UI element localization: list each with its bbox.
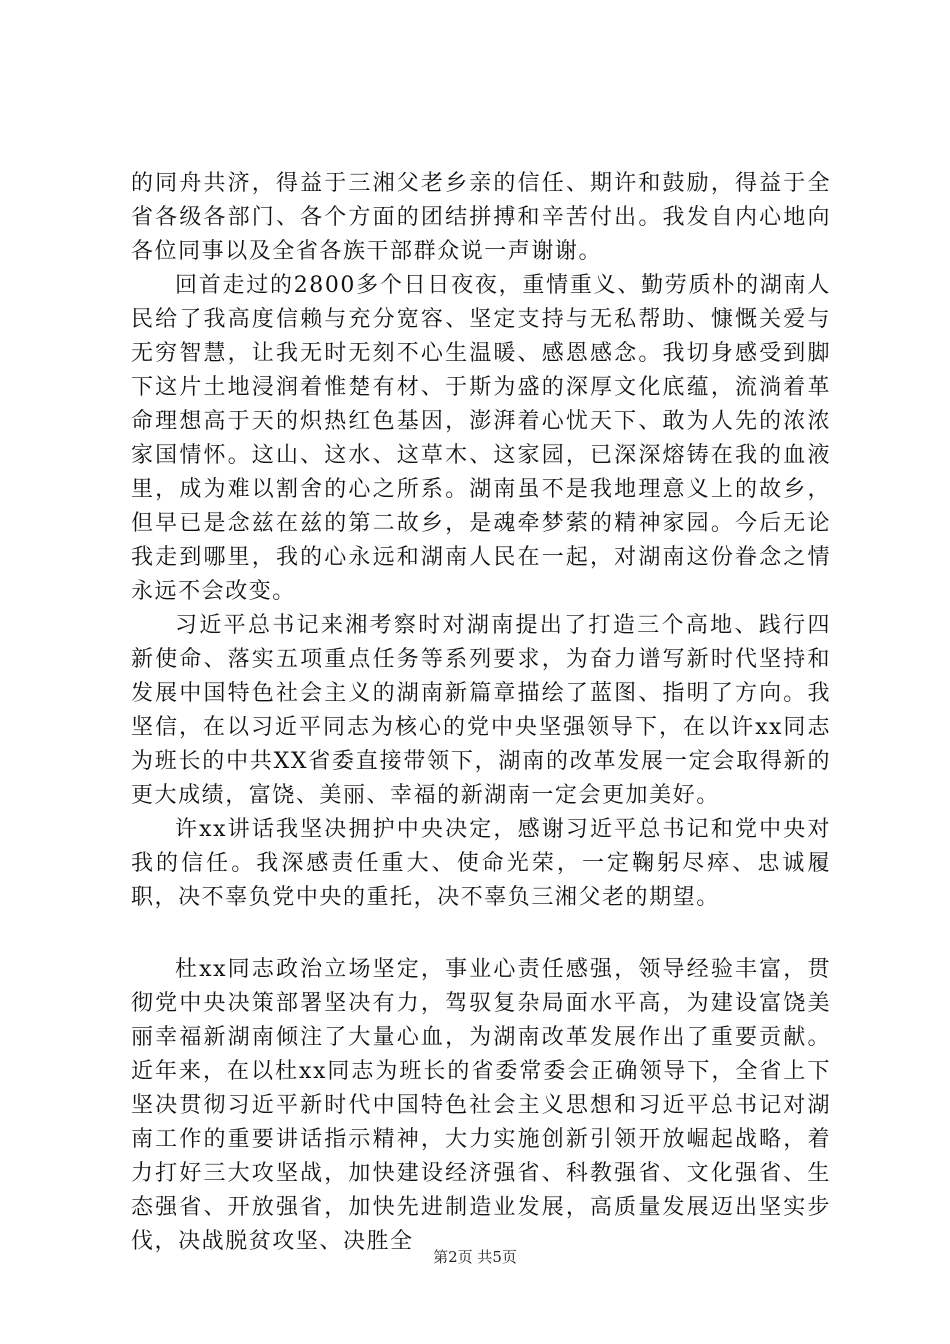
page-number-footer: 第2页 共5页 [433, 1248, 517, 1266]
paragraph-5: 杜xx同志政治立场坚定，事业心责任感强，领导经验丰富，贯彻党中央决策部署坚决有力，驾驭复杂局面水平高，为建设富饶美丽幸福新湖南倾注了大量心血，为湖南改革发展作出了重要贡献。近年来，在以杜xx同志为班长的省委常委会正确领导下，全省上下坚决贯彻习近平新时代中国特色社会主义思想和习近平总书记对湖南工作的重要讲话指示精神，大力实施创新引领开放崛起战略，着力打好三大攻坚战，加快建设经济强省、科教强省、文化强省、生态强省、开放强省，加快先进制造业发展，高质量发展迈出坚实步伐，决战脱贫攻坚、决胜全 [131, 957, 831, 1254]
document-body [131, 167, 831, 1259]
paragraph-3: 习近平总书记来湘考察时对湖南提出了打造三个高地、践行四新使命、落实五项重点任务等系列要求，为奋力谱写新时代坚持和发展中国特色社会主义的湖南新篇章描绘了蓝图、指明了方向。我坚信，在以习近平同志为核心的党中央坚强领导下，在以许xx同志为班长的中共XX省委直接带领下，湖南的改革发展一定会取得新的更大成绩，富饶、美丽、幸福的新湖南一定会更加美好。 [131, 613, 831, 808]
paragraph-1: 的同舟共济，得益于三湘父老乡亲的信任、期许和鼓励，得益于全省各级各部门、各个方面的团结拼搏和辛苦付出。我发自内心地向各位同事以及全省各族干部群众说一声谢谢。 [131, 171, 831, 264]
paragraph-gap [131, 915, 831, 953]
paragraph-2: 回首走过的2800多个日日夜夜，重情重义、勤劳质朴的湖南人民给了我高度信赖与充分宽容、坚定支持与无私帮助、慷慨关爱与无穷智慧，让我无时无刻不心生温暖、感恩感念。我切身感受到脚下这片土地浸润着惟楚有材、于斯为盛的深厚文化底蕴，流淌着革命理想高于天的炽热红色基因，澎湃着心忧天下、敢为人先的浓浓家国情怀。这山、这水、这草木、这家园，已深深熔铸在我的血液里，成为难以割舍的心之所系。湖南虽不是我地理意义上的故乡，但早已是念兹在兹的第二故乡，是魂牵梦萦的精神家园。今后无论我走到哪里，我的心永远和湖南人民在一起，对湖南这份眷念之情永远不会改变。 [131, 273, 831, 604]
paragraph-4: 许xx讲话我坚决拥护中央决定，感谢习近平总书记和党中央对我的信任。我深感责任重大、使命光荣，一定鞠躬尽瘁、忠诚履职，决不辜负党中央的重托，决不辜负三湘父老的期望。 [131, 817, 831, 910]
